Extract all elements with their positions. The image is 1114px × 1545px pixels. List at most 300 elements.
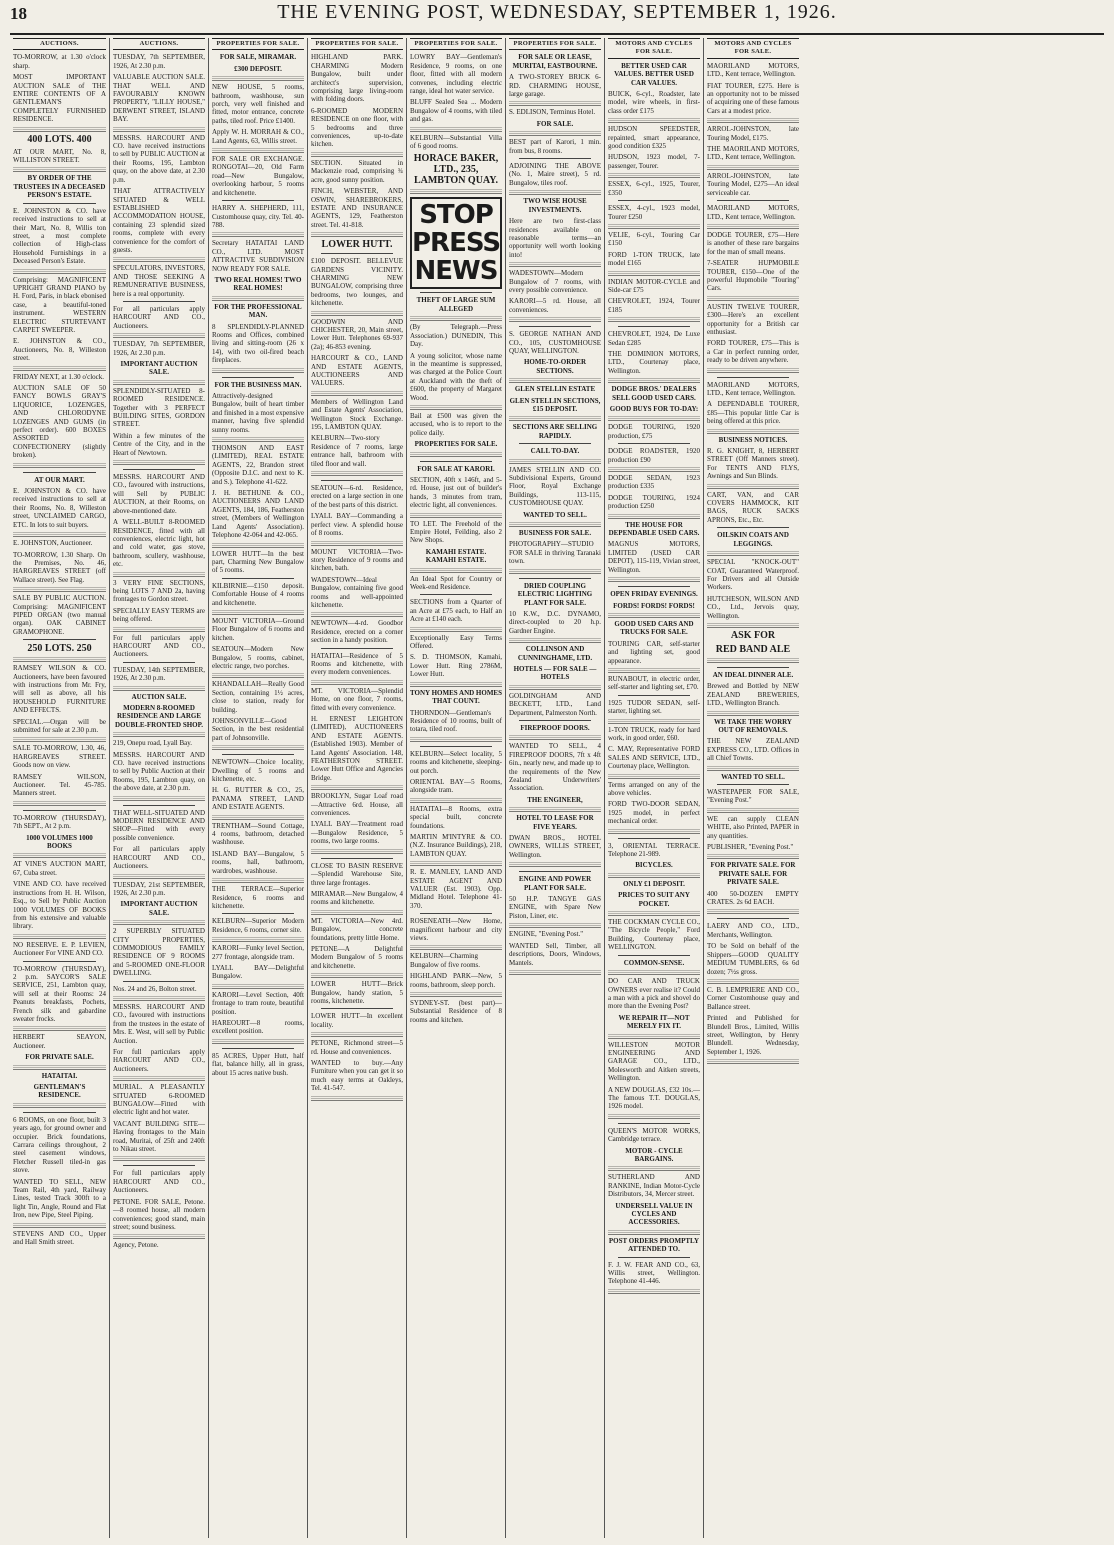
classified-ad: LAERY AND CO., LTD., Merchants, Wellington. <box>707 922 799 939</box>
classified-ad: SECTION. Situated in Mackenzie road, comprising ¾ acre, good sunny position. <box>311 158 403 184</box>
text-lines-divider <box>608 1034 700 1040</box>
classified-ad: NEWTOWN—4-rd. Goodbor Residence, erected on a corner section in a handy position. <box>311 619 403 645</box>
text-lines-divider <box>311 849 403 855</box>
classified-ad: HARCOURT & CO., LAND AND ESTATE AGENTS, AUCTIONEERS AND VALUERS. <box>311 354 403 388</box>
classified-ad: HUDSON SPEEDSTER, repainted, smart appearance, good condition £325 <box>608 125 700 151</box>
classified-ad: FORDS! FORDS! FORDS! <box>613 601 695 610</box>
text-lines-divider <box>212 296 304 302</box>
classified-ad: SEATOUN—Modern New Bungalow, 5 rooms, cabinet, electric range, two porches. <box>212 645 304 670</box>
classified-ad: E. JOHNSTON & CO., Auctioneers, No. 8, Willeston street. <box>13 337 106 363</box>
classified-ad: WASTEPAPER FOR SALE, "Evening Post." <box>707 788 799 805</box>
classified-ad: DRIED COUPLING ELECTRIC LIGHTING PLANT FOR SALE. <box>517 581 593 607</box>
column-heading: AUCTIONS. <box>13 38 106 50</box>
classified-ad: Here are two first-class residences available on reasonable terms—an opportunity well worth looking into! <box>509 217 601 259</box>
classified-ad: PETONE, Richmond street—5 rd. House and conveniences. <box>311 1039 403 1056</box>
classified-ad: SECTIONS ARE SELLING RAPIDLY. <box>512 423 598 440</box>
classified-ad: VELIE, 6-cyl., Touring Car £150 <box>608 230 700 248</box>
page-columns <box>10 38 1104 1538</box>
classified-ad: THEFT OF LARGE SUM ALLEGED <box>416 296 496 313</box>
classified-ad: SPLENDIDLY-SITUATED 8-ROOMED RESIDENCE. Together with 3 PERFECT BUILDING SITES, GORDON STREET. <box>113 386 205 429</box>
ad-display-heading: RED BAND ALE <box>715 643 791 655</box>
classified-ad: HOTEL TO LEASE FOR FIVE YEARS. <box>516 814 594 831</box>
classified-ad: JOHNSONVILLE—Good Section, in the best residential part of Johnsonville. <box>212 717 304 742</box>
text-lines-divider <box>113 257 205 263</box>
classified-ad: WE TAKE THE WORRY OUT OF REMOVALS. <box>713 717 792 734</box>
ad-separator-rule <box>420 594 492 595</box>
classified-ad: FOR SALE OR LEASE, MURITAI, EASTBOURNE. <box>512 53 598 70</box>
text-lines-divider <box>707 979 799 985</box>
classified-ad: HATAITAI—Residence of 5 Rooms and kitchenette, with every modern conveniences. <box>311 651 403 677</box>
classified-ad: FOR PRIVATE SALE. FOR PRIVATE SALE. FOR PRIVATE SALE. <box>710 861 796 887</box>
classified-ad: CALL TO-DAY. <box>530 447 580 456</box>
classified-ad: DODGE BROS.' DEALERS SELL GOOD USED CARS. <box>611 385 697 402</box>
classified-ad: AN IDEAL DINNER ALE. <box>712 670 794 679</box>
column-heading: MOTORS AND CYCLES FOR SALE. <box>608 38 700 59</box>
classified-ad: TO-MORROW, 1.30 Sharp. On the Premises, No. 46, HARGREAVES STREET (off Wallace street). See Flag. <box>13 550 106 584</box>
text-lines-divider <box>113 333 205 339</box>
text-lines-divider <box>311 541 403 547</box>
text-lines-divider <box>113 996 205 1002</box>
column-6 <box>505 38 604 1538</box>
classified-ad: TWO WISE HOUSE INVESTMENTS. <box>523 197 587 214</box>
text-lines-divider <box>608 911 700 917</box>
classified-ad: FORD TOURER, £75—This is a Car in perfect running order, ready to be driven anywhere. <box>707 339 799 365</box>
text-lines-divider <box>509 970 601 976</box>
classified-ad: A young solicitor, whose name in the meantime is suppressed, was charged at the Police Court at Auckland with the theft of £600, the property of Margaret Wood. <box>410 351 502 402</box>
classified-ad: For all particulars apply HARCOURT AND CO., Auctioneers. <box>113 845 205 871</box>
text-lines-divider <box>13 167 106 173</box>
classified-ad: Brewed and Bottled by NEW ZEALAND BREWERIES, LTD., Wellington Branch. <box>707 682 799 708</box>
classified-ad: F. J. W. FEAR AND CO., 63, Willis street, Wellington. Telephone 41-446. <box>608 1260 700 1286</box>
text-lines-divider <box>212 937 304 943</box>
classified-ad: For full particulars apply HARCOURT AND CO., Auctioneers. <box>113 633 205 659</box>
classified-ad: HIGHLAND PARK. CHARMING Modern Bungalow, built under architect's supervision, comprising large living-room with folding doors. <box>311 53 403 104</box>
classified-ad: MAORILAND MOTORS, LTD., Kent terrace, Wellington. <box>707 61 799 79</box>
classified-ad: E. JOHNSTON & CO. have received instructions to sell at their Rooms, No. 8, Willeston street, UNCLAIMED CARGO, ETC. In lots to suit buyers. <box>13 487 106 529</box>
classified-ad: UNDERSELL VALUE IN CYCLES AND ACCESSORIES. <box>615 1201 693 1227</box>
ad-separator-rule <box>717 200 789 201</box>
text-lines-divider <box>13 532 106 538</box>
classified-ad: 6 ROOMS, on one floor, built 3 years ago, for ground owner and occupier. Brick foundations, Carrara ceilings throughout, 2 steel casement windows, Fletcher Russell tiled-in gas stove. <box>13 1115 106 1175</box>
classified-ad: WE can supply CLEAN WHITE, also Printed, PAPER in any quantities. <box>707 814 799 840</box>
classified-ad: RAMSEY WILSON & CO. Auctioneers, have been favoured with instructions from Mr. Fry, will sell as above, all his HOUSEHOLD FURNITURE AND EFFECTS. <box>13 664 106 715</box>
classified-ad: WILLESTON MOTOR ENGINEERING AND GARAGE CO., LTD., Molesworth and Aitken streets, Wellington. <box>608 1040 700 1083</box>
classified-ad: FOR SALE AT KARORI. <box>417 464 495 473</box>
text-lines-divider <box>311 1032 403 1038</box>
classified-ad: ORIENTAL BAY—5 Rooms, alongside tram. <box>410 777 502 795</box>
classified-ad: BLUFF Sealed Sea ... Modern Bungalow of 4 rooms, with tiled and gas. <box>410 98 502 124</box>
classified-ad: LOWER HUTT—Brick Bungalow, handy station, 5 rooms, kitchenette. <box>311 980 403 1005</box>
classified-ad: An Ideal Spot for Country or Week-end Residence. <box>410 574 502 592</box>
text-lines-divider <box>707 165 799 171</box>
text-lines-divider <box>13 934 106 940</box>
classified-ad: 50 H.P. TANGYE GAS ENGINE, with Spare New Piston, Liner, etc. <box>509 895 601 920</box>
ad-separator-rule <box>123 805 195 806</box>
classified-ad: ESSEX, 6-cyl., 1925, Tourer, £350 <box>608 180 700 197</box>
classified-ad: 2 SUPERBLY SITUATED CITY PROPERTIES, COMMODIOUS FAMILY RESIDENCE OF 9 ROOMS and 5-ROOMED ONE-FLOOR DWELLING. <box>113 927 205 978</box>
classified-ad: AUSTIN TWELVE TOURER, £300—Here's an excellent opportunity for a British car enthusiast. <box>707 302 799 336</box>
classified-ad: HUTCHESON, WILSON AND CO., Ltd., Jervois quay, Wellington. <box>707 594 799 620</box>
classified-ad: TO-MORROW (THURSDAY), 7th SEPT., At 2 p.m. <box>13 813 106 831</box>
ad-separator-rule <box>519 158 591 159</box>
text-lines-divider <box>707 429 799 435</box>
classified-ad: ONLY £1 DEPOSIT. <box>623 879 685 888</box>
classified-ad: SYDNEY-ST. (best part)—Substantial Residence of 8 rooms and kitchen. <box>410 999 502 1024</box>
ad-separator-rule <box>123 469 195 470</box>
text-lines-divider <box>410 189 502 195</box>
ad-separator-rule <box>618 1123 690 1124</box>
column-7 <box>604 38 703 1538</box>
classified-ad: 400 50-DOZEN EMPTY CRATES. 2s 6d EACH. <box>707 889 799 907</box>
classified-ad: C. B. LEMPRIERE AND CO., Corner Customhouse quay and Ballance street. <box>707 985 799 1011</box>
classified-ad: TO LET. The Freehold of the Empire Hotel, Feilding, also 2 New Shops. <box>410 519 502 545</box>
text-lines-divider <box>13 463 106 469</box>
classified-ad: LYALL BAY—Treatment road—Bungalow Residence, 5 rooms, two large rooms. <box>311 820 403 846</box>
column-heading: PROPERTIES FOR SALE. <box>212 38 304 50</box>
classified-ad: FOR THE BUSINESS MAN. <box>214 380 302 389</box>
classified-ad: SECTIONS from a Quarter of an Acre at £75 each, to Half an Acre at £140 each. <box>410 598 502 624</box>
text-lines-divider <box>13 366 106 372</box>
classified-ad: KELBURN—Substantial Villa of 6 good rooms. <box>410 133 502 151</box>
text-lines-divider <box>212 878 304 884</box>
ad-separator-rule <box>222 913 294 914</box>
text-lines-divider <box>608 873 700 879</box>
classified-ad: 1925 TUDOR SEDAN, self-starter, lighting set. <box>608 698 700 716</box>
classified-ad: WANTED TO SELL, 4 FIREPROOF DOORS, 7ft x 4ft 6in., nearly new, and made up to the requirements of the New Zealand Underwriters' Association. <box>509 742 601 793</box>
classified-ad: THOMSON AND EAST (LIMITED), REAL ESTATE AGENTS, 22, Brandon street (Opposite D.I.C. and next to K. and S.). Telephone 41-622. <box>212 444 304 486</box>
classified-ad: OILSKIN COATS AND LEGGINGS. <box>717 531 789 548</box>
ad-separator-rule <box>618 695 690 696</box>
text-lines-divider <box>113 1076 205 1082</box>
classified-ad: 1-TON TRUCK, ready for hard work, in good order, £60. <box>608 725 700 742</box>
classified-ad: QUEEN'S MOTOR WORKS, Cambridge terrace. <box>608 1126 700 1144</box>
text-lines-divider <box>410 682 502 688</box>
stop-press-banner: STOP PRESS NEWS <box>410 197 502 289</box>
text-lines-divider <box>212 745 304 751</box>
classified-ad: KARORI—5 rd. House, all conveniences. <box>509 297 601 314</box>
classified-ad: COLLINSON AND CUNNINGHAME, LTD. <box>517 645 593 662</box>
ad-display-heading: LOWER HUTT. <box>321 239 393 251</box>
ad-separator-rule <box>618 326 690 327</box>
classified-ad: THE MAORILAND MOTORS, LTD., Kent terrace, Wellington. <box>707 145 799 162</box>
classified-ad: GOOD USED CARS AND TRUCKS FOR SALE. <box>614 619 694 637</box>
classified-ad: RAMSEY WILSON, Auctioneer. Tel. 45-785. Manners street. <box>13 772 106 798</box>
classified-ad: FOR PRIVATE SALE. <box>25 1053 94 1062</box>
classified-ad: AUCTION SALE. <box>131 692 187 701</box>
classified-ad: Terms arranged on any of the above vehicles. <box>608 780 700 797</box>
column-2 <box>109 38 208 1538</box>
classified-ad: PHOTOGRAPHY—STUDIO FOR SALE in thriving Taranaki town. <box>509 540 601 566</box>
classified-ad: CHEVROLET, 1924, Tourer £185 <box>608 297 700 314</box>
classified-ad: JAMES STELLIN AND CO. Subdivisional Experts, Ground Floor, Royal Exchange Buildings, 113-115, CUSTOMHOUSE QUAY. <box>509 465 601 508</box>
ad-display-heading: HORACE BAKER, LTD., 235, LAMBTON QUAY. <box>413 153 499 187</box>
text-lines-divider <box>410 627 502 633</box>
classified-ad: STEVENS AND CO., Upper and Hall Smith street. <box>13 1229 106 1247</box>
classified-ad: MOST IMPORTANT AUCTION SALE of THE ENTIRE CONTENTS OF A GENTLEMAN'S COMPLETELY FURNISHED RESIDENCE. <box>13 73 106 124</box>
ad-separator-rule <box>618 838 690 839</box>
classified-ad: PETONE. FOR SALE, Petone.—8 roomed house, all modern conveniences; good stand, main street; sound business. <box>113 1197 205 1231</box>
classified-ad: HARRY A. SHEPHERD, 111, Customhouse quay, city. Tel. 40-788. <box>212 204 304 229</box>
classified-ad: R. E. MANLEY, LAND AND ESTATE AGENT AND VALUER (Est. 1903). Opp. Midland Hotel. Telephone 41-370. <box>410 868 502 910</box>
classified-ad: H. ERNEST LEIGHTON (LIMITED), AUCTIONEERS AND ESTATE AGENTS. (Established 1903). Member of Land Agents' Association. 148, FEATHERSTON STREET. Lower Hutt Office and Agencies Bridge. <box>311 715 403 782</box>
text-lines-divider <box>707 623 799 629</box>
classified-ad: FORD TWO-DOOR SEDAN, 1925 model, in perfect mechanical order. <box>608 800 700 826</box>
classified-ad: BUSINESS NOTICES. <box>718 435 788 444</box>
classified-ad: A NEW DOUGLAS, £32 10s.—The famous T.T. DOUGLAS, 1926 model. <box>608 1085 700 1111</box>
classified-ad: SPECIAL "KNOCK-OUT" COAT, Guaranteed Waterproof. For Drivers and all Outside Workers. <box>707 558 799 592</box>
text-lines-divider <box>707 658 799 664</box>
ad-separator-rule <box>519 326 591 327</box>
page-number: 18 <box>10 4 27 23</box>
ad-separator-rule <box>23 961 96 962</box>
classified-ad: COMMON-SENSE. <box>623 958 685 967</box>
classified-ad: FOR THE PROFESSIONAL MAN. <box>214 302 302 320</box>
classified-ad: PROPERTIES FOR SALE. <box>414 440 498 449</box>
text-lines-divider <box>608 668 700 674</box>
classified-ad: Bail at £500 was given the accused, who is to report to the police daily. <box>410 411 502 437</box>
text-lines-divider <box>113 127 205 133</box>
text-lines-divider <box>212 610 304 616</box>
text-lines-divider <box>707 368 799 374</box>
ad-separator-rule <box>420 292 492 293</box>
text-lines-divider <box>608 271 700 277</box>
ad-separator-rule <box>618 586 690 587</box>
classified-ad: WANTED TO SELL. <box>523 510 587 519</box>
classified-ad: HERBERT SEAYON, Auctioneer. <box>13 1033 106 1050</box>
classified-ad: BETTER USED CAR VALUES. BETTER USED CAR VALUES. <box>614 61 694 87</box>
text-lines-divider <box>212 543 304 549</box>
ad-separator-rule <box>23 1112 96 1113</box>
ad-separator-rule <box>321 858 393 859</box>
classified-ad: MT. VICTORIA—Splendid Home, on one floor, 7 rooms, fitted with every convenience. <box>311 686 403 712</box>
classified-ad: AT VINE'S AUCTION MART, 67, Cuba street. <box>13 860 106 877</box>
classified-ad: THE DOMINION MOTORS, LTD., Courtenay place, Wellington. <box>608 349 700 375</box>
classified-ad: ARROL-JOHNSTON, late Touring Model, £175. <box>707 125 799 142</box>
ad-separator-rule <box>321 1008 393 1009</box>
text-lines-divider <box>608 613 700 619</box>
column-heading: PROPERTIES FOR SALE. <box>509 38 601 50</box>
classified-ad: A WELL-BUILT 8-ROOMED RESIDENCE, fitted with all conveniences, electric light, hot and cold water, gas stove, bathroom, scullery, washhouse, etc. <box>113 518 205 569</box>
classified-ad: H. G. RUTTER & CO., 25, PANAMA STREET, LAND AND ESTATE AGENTS. <box>212 786 304 812</box>
classified-ad: DO CAR AND TRUCK OWNERS ever realise it? Could a man with a pick and shovel do more than the Evening Post? <box>608 977 700 1011</box>
classified-ad: THAT ATTRACTIVELY SITUATED & WELL ESTABLISHED ACCOMMODATION HOUSE, containing 23 splendid sized rooms, complete with every convenience for the comfort of guests. <box>113 187 205 254</box>
classified-ad: BROOKLYN, Sugar Loaf road—Attractive 6rd. House, all conveniences. <box>311 792 403 818</box>
classified-ad: TO-MORROW, at 1.30 o'clock sharp. <box>13 53 106 70</box>
classified-ad: WANTED TO SELL. <box>721 772 785 781</box>
classified-ad: Exceptionally Easy Terms Offered. <box>410 633 502 651</box>
classified-ad: GLEN STELLIN ESTATE <box>514 385 596 394</box>
text-lines-divider <box>311 232 403 238</box>
classified-ad: £100 DEPOSIT. BELLEVUE GARDENS VICINITY. CHARMING NEW BUNGALOW, comprising three bedrooms, two lounges, and kitchenette. <box>311 257 403 308</box>
ad-separator-rule <box>123 981 195 982</box>
text-lines-divider <box>509 638 601 644</box>
text-lines-divider <box>410 992 502 998</box>
text-lines-divider <box>608 1166 700 1172</box>
classified-ad: TRENTHAM—Sound Cottage, 4 rooms, bathroom, detached washhouse. <box>212 821 304 847</box>
classified-ad: WADESTOWN—Ideal Bungalow, containing five good rooms and well-appointed kitchenette. <box>311 575 403 609</box>
classified-ad: 3 VERY FINE SECTIONS, being LOTS 7 AND 2a, having frontages to Gordon street. <box>113 578 205 604</box>
classified-ad: HOME-TO-ORDER SECTIONS. <box>523 358 587 375</box>
text-lines-divider <box>509 262 601 268</box>
text-lines-divider <box>311 612 403 618</box>
classified-ad: 219, Onepu road, Lyall Bay. <box>113 739 193 748</box>
classified-ad: OPEN FRIDAY EVENINGS. <box>610 590 698 599</box>
ad-separator-rule <box>519 443 591 444</box>
ad-separator-rule <box>23 639 96 640</box>
classified-ad: TOURING CAR, self-starter and lighting set, good appearance. <box>608 639 700 665</box>
text-lines-divider <box>13 853 106 859</box>
ad-separator-rule <box>717 667 789 668</box>
classified-ad: ESSEX, 4-cyl., 1923 model, Tourer £250 <box>608 204 700 221</box>
classified-ad: VALUABLE AUCTION SALE. THAT WELL AND FAVOURABLY KNOWN PROPERTY, "LILLY HOUSE," DERWENT STREET, ISLAND BAY. <box>113 73 205 124</box>
text-lines-divider <box>509 735 601 741</box>
classified-ad: HIGHLAND PARK—New, 5 rooms, bathroom, sleep porch. <box>410 972 502 989</box>
text-lines-divider <box>311 973 403 979</box>
text-lines-divider <box>509 685 601 691</box>
text-lines-divider <box>608 416 700 422</box>
classified-ad: KELBURN—Select locality, 5 rooms and kitchenette, sleeping-out porch. <box>410 749 502 775</box>
ad-separator-rule <box>222 754 294 755</box>
classified-ad: ADJOINING THE ABOVE (No. 1, Maire street), 5 rd. Bungalow, tiles roof. <box>509 162 601 187</box>
classified-ad: KHANDALLAH—Really Good Section, containing 1½ acres, close to station, ready for building. <box>212 680 304 714</box>
ad-display-heading: 400 LOTS. 400 <box>27 133 92 145</box>
ad-separator-rule <box>420 461 492 462</box>
text-lines-divider <box>311 471 403 477</box>
newspaper-title: THE EVENING POST, WEDNESDAY, SEPTEMBER 1, 1926. <box>277 1 837 23</box>
classified-ad: J. H. BETHUNE & CO., AUCTIONEERS AND LAND AGENTS, 184, 186, Featherston street, (Members of Wellington Land Agents' Association). Telephone 42-064 and 42-065. <box>212 489 304 540</box>
classified-ad: THAT WELL-SITUATED AND MODERN RESIDENCE AND SHOP—Fitted with every possible convenience. <box>113 808 205 842</box>
classified-ad: DWAN BROS., HOTEL OWNERS, WILLIS STREET, Wellington. <box>509 834 601 859</box>
text-lines-divider <box>608 173 700 179</box>
classified-ad: THE TERRACE—Superior Residence, 6 rooms and kitchenette. <box>212 885 304 910</box>
text-lines-divider <box>707 118 799 124</box>
text-lines-divider <box>113 796 205 802</box>
text-lines-divider <box>212 673 304 679</box>
classified-ad: MIRAMAR—New Bungalow, 4 rooms and kitchenette. <box>311 889 403 907</box>
text-lines-divider <box>212 984 304 990</box>
classified-ad: BUSINESS FOR SALE. <box>518 529 592 538</box>
classified-ad: Attractively-designed Bungalow, built of heart timber and finished in a most expensive manner, having five splendid sunny rooms. <box>212 392 304 434</box>
classified-ad: £300 DEPOSIT. <box>234 64 282 73</box>
text-lines-divider <box>707 296 799 302</box>
text-lines-divider <box>113 1156 205 1162</box>
classified-ad: HATAITAI. <box>41 1071 78 1080</box>
classified-ad: MAORILAND MOTORS, LTD., Kent terrace, Wellington. <box>707 204 799 221</box>
classified-ad: Nos. 24 and 26, Bolton street. <box>113 984 197 993</box>
column-heading: PROPERTIES FOR SALE. <box>410 38 502 50</box>
column-3 <box>208 38 307 1538</box>
text-lines-divider <box>13 127 106 133</box>
text-lines-divider <box>113 380 205 386</box>
classified-ad: MOTOR - CYCLE BARGAINS. <box>625 1146 683 1163</box>
ad-separator-rule <box>123 662 195 663</box>
text-lines-divider <box>311 680 403 686</box>
text-lines-divider <box>608 1114 700 1120</box>
text-lines-divider <box>410 861 502 867</box>
text-lines-divider <box>608 577 700 583</box>
classified-ad: INDIAN MOTOR-CYCLE and Side-car £75 <box>608 277 700 294</box>
classified-ad: Members of Wellington Land and Estate Agents' Association, Wellington Stock Exchange. 195, LAMBTON QUAY. <box>311 397 403 432</box>
classified-ad: WADESTOWN—Modern Bungalow of 7 rooms, with every possible convenience. <box>509 269 601 294</box>
classified-ad: C. MAY, Representative FORD SALES AND SERVICE, LTD., Courtenay place, Wellington. <box>608 745 700 771</box>
text-lines-divider <box>509 807 601 813</box>
text-lines-divider <box>410 452 502 458</box>
classified-ad: TUESDAY, 7th SEPTEMBER, 1926, At 2.30 p.m. <box>113 340 205 357</box>
text-lines-divider <box>13 587 106 593</box>
ad-separator-rule <box>23 472 96 473</box>
text-lines-divider <box>608 514 700 520</box>
classified-ad: FOR SALE, MIRAMAR. <box>219 53 297 62</box>
classified-ad: THE HOUSE FOR DEPENDABLE USED CARS. <box>608 520 700 538</box>
classified-ad: BEST part of Karori, 1 min. from bus, 8 rooms. <box>509 138 601 155</box>
text-lines-divider <box>311 311 403 317</box>
classified-ad: FIAT TOURER, £275. Here is an opportunity not to be missed of acquiring one of these famous Cars at a modest price. <box>707 81 799 115</box>
text-lines-divider <box>311 1096 403 1102</box>
text-lines-divider <box>608 1230 700 1236</box>
ad-display-heading: 250 LOTS. 250 <box>27 643 92 655</box>
text-lines-divider <box>113 732 205 738</box>
classified-ad: HUDSON, 1923 model, 7-passenger, Tourer. <box>608 153 700 170</box>
text-lines-divider <box>509 459 601 465</box>
text-lines-divider <box>212 232 304 238</box>
text-lines-divider <box>509 522 601 528</box>
classified-ad: For all particulars apply HARCOURT AND CO., Auctioneers. <box>113 304 205 330</box>
text-lines-divider <box>509 131 601 137</box>
classified-ad: SUTHERLAND AND RANKINE, Indian Motor-Cycle Distributors, 34, Mercer street. <box>608 1173 700 1199</box>
text-lines-divider <box>707 909 799 915</box>
classified-ad: LOWER HUTT—In the best part, Charming New Bungalow of 5 rooms. <box>212 549 304 575</box>
classified-ad: Apply W. H. MORRAH & CO., Land Agents, 63, Willis street. <box>212 128 304 145</box>
text-lines-divider <box>608 224 700 230</box>
text-lines-divider <box>608 378 700 384</box>
classified-ad: IMPORTANT AUCTION SALE. <box>120 900 198 917</box>
ad-separator-rule <box>123 1165 195 1166</box>
classified-ad: WE REPAIR IT—NOT MERELY FIX IT. <box>618 1013 690 1031</box>
classified-ad: 1000 VOLUMES 1000 BOOKS <box>26 833 93 851</box>
classified-ad: MESSRS. HARCOURT AND CO. have received instructions to sell by PUBLIC AUCTION at their Rooms, 195, Lambton quay, on the above date, at 2.30 p.m. <box>113 133 205 184</box>
ad-separator-rule <box>519 871 591 872</box>
classified-ad: THE ENGINEER, <box>527 795 583 804</box>
classified-ad: DODGE TOURING, 1924 production £250 <box>608 493 700 511</box>
text-lines-divider <box>410 316 502 322</box>
classified-ad: For full particulars apply HARCOURT AND CO., Auctioneers. <box>113 1169 205 1195</box>
classified-ad: DODGE TOURER, £75—Here is another of these rare bargains for the man of small means. <box>707 230 799 256</box>
classified-ad: 85 ACRES, Upper Hutt, half flat, balance hilly, all in grass, about 15 acres native bush. <box>212 1051 304 1077</box>
text-lines-divider <box>707 766 799 772</box>
text-lines-divider <box>113 920 205 926</box>
classified-ad: HATAITAI—8 Rooms, extra special built, concrete foundations. <box>410 804 502 830</box>
classified-ad: MT. VICTORIA—New 4rd. Bungalow, concrete foundations, pretty little Home. <box>311 916 403 942</box>
classified-ad: IMPORTANT AUCTION SALE. <box>120 360 198 377</box>
text-lines-divider <box>410 737 502 743</box>
text-lines-divider <box>410 127 502 133</box>
masthead-rule <box>10 33 1104 35</box>
text-lines-divider <box>509 923 601 929</box>
classified-ad: MESSRS. HARCOURT AND CO. have received instructions to sell by Public Auction at their Rooms, 195, Lambton quay, on the above date, at 2.30 p.m. <box>113 750 205 793</box>
text-lines-divider <box>212 148 304 154</box>
classified-ad: 7-SEATER HUPMOBILE TOURER, £150—One of the powerful Hupmobile "Touring" Cars. <box>707 259 799 293</box>
classified-ad: Within a few minutes of the Centre of the City, and in the Heart of Newtown. <box>113 431 205 457</box>
classified-ad: PUBLISHER, "Evening Post." <box>707 843 794 852</box>
classified-ad: Agency, Petone. <box>113 1241 159 1250</box>
text-lines-divider <box>13 1103 106 1109</box>
classified-ad: RUNABOUT, in electric order, self-starter and lighting set, £70. <box>608 674 700 692</box>
classified-ad: E. JOHNSTON, Auctioneer. <box>13 539 93 548</box>
classified-ad: PRICES TO SUIT ANY POCKET. <box>618 891 690 908</box>
text-lines-divider <box>707 1059 799 1065</box>
classified-ad: HOTELS — FOR SALE — HOTELS <box>513 664 597 682</box>
text-lines-divider <box>410 568 502 574</box>
